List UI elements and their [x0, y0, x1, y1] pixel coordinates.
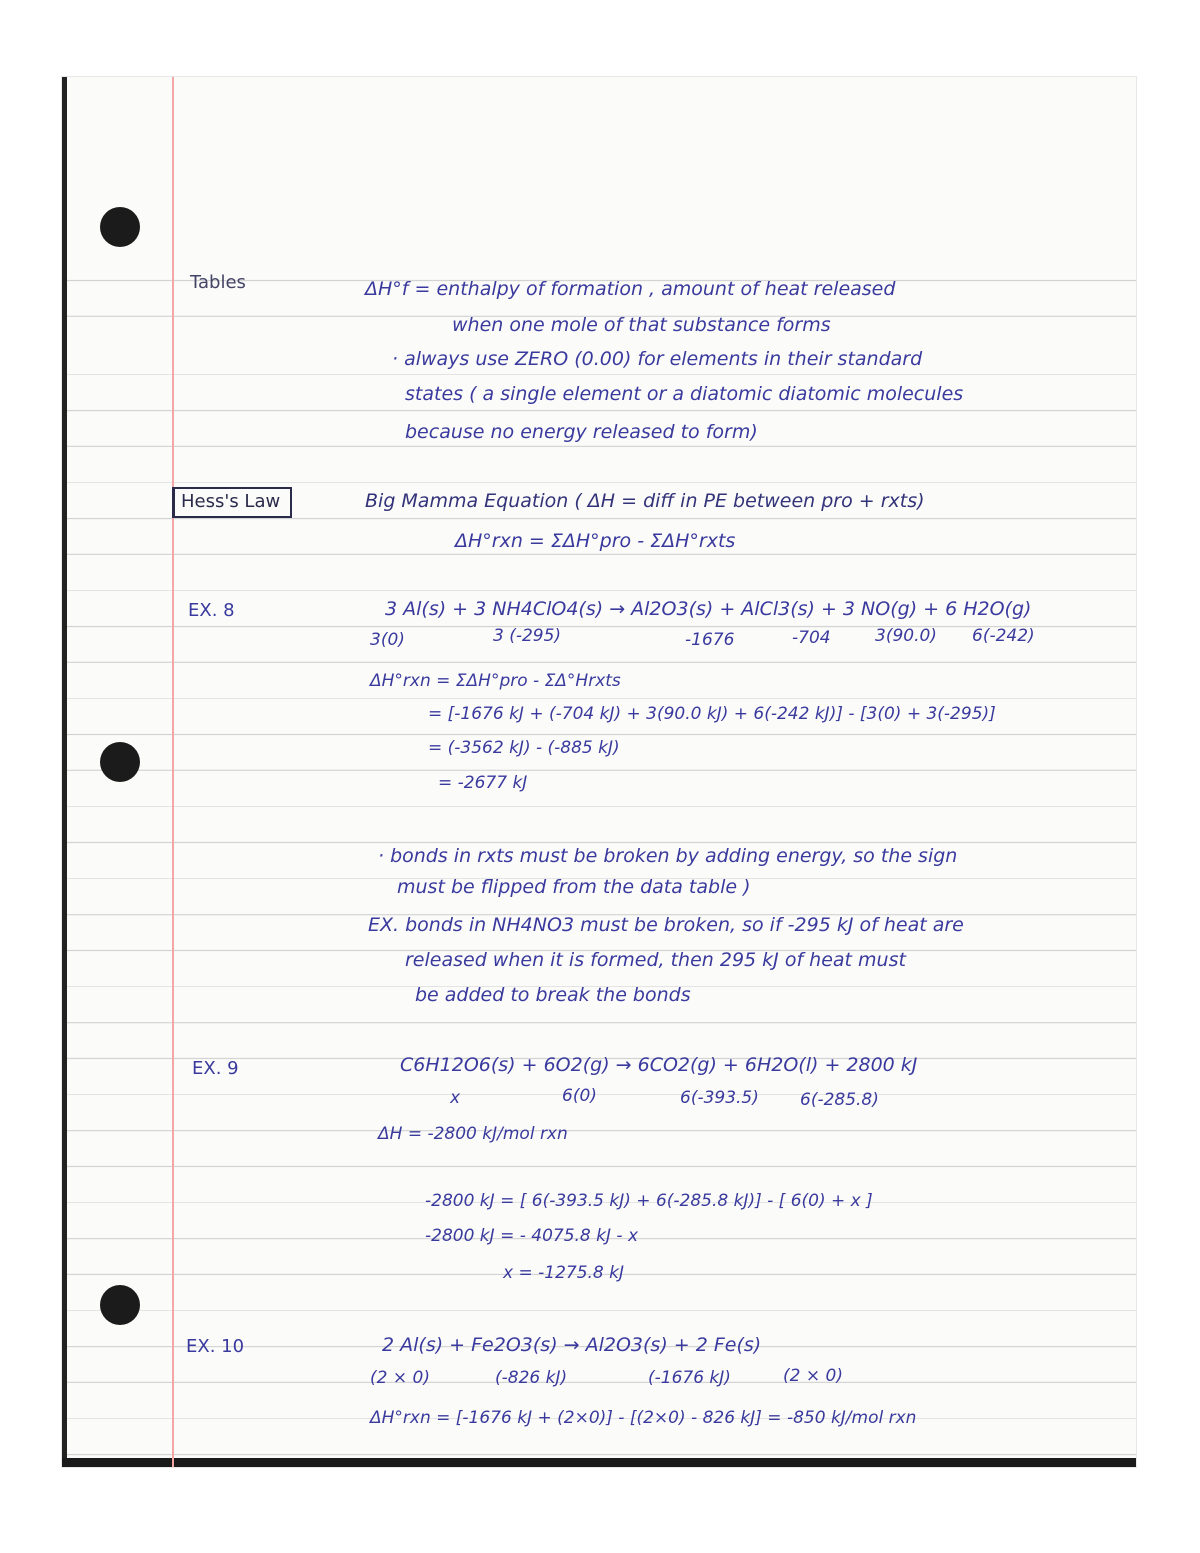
page-edge-bottom: [62, 1458, 1136, 1467]
ex8-value: -1676: [685, 630, 735, 650]
ex9-equation: C6H12O6(s) + 6O2(g) → 6CO2(g) + 6H2O(l) + 2800 kJ: [400, 1054, 918, 1076]
ex8-step-4: = -2677 kJ: [438, 773, 528, 793]
ex8-value: -704: [792, 628, 831, 648]
ex9-value: 6(-393.5): [680, 1088, 759, 1108]
ex8-value: 6(-242): [972, 626, 1035, 646]
tables-note-1: ΔH°f = enthalpy of formation , amount of heat released: [365, 278, 896, 300]
ex8-equation: 3 Al(s) + 3 NH4ClO4(s) → Al2O3(s) + AlCl3(s) + 3 NO(g) + 6 H2O(g): [385, 598, 1032, 620]
hess-equation: ΔH°rxn = ΣΔH°pro - ΣΔH°rxts: [455, 530, 736, 552]
tables-note-2: when one mole of that substance forms: [452, 314, 831, 336]
binder-hole-top: [100, 207, 140, 247]
ex10-value: (2 × 0): [783, 1366, 843, 1386]
ex9-step-3: x = -1275.8 kJ: [503, 1263, 624, 1283]
label-ex9: EX. 9: [192, 1058, 239, 1079]
ex9-step-2: -2800 kJ = - 4075.8 kJ - x: [425, 1226, 638, 1246]
ex9-value: 6(-285.8): [800, 1090, 879, 1110]
ex8-note-5: be added to break the bonds: [415, 984, 691, 1006]
ex8-value: 3(0): [370, 630, 405, 650]
tables-note-4: states ( a single element or a diatomic diatomic molecules: [405, 383, 964, 405]
ex8-note-4: released when it is formed, then 295 kJ of heat must: [405, 949, 906, 971]
ex9-dh: ΔH = -2800 kJ/mol rxn: [378, 1124, 568, 1144]
label-ex8: EX. 8: [188, 600, 235, 621]
ex8-step-3: = (-3562 kJ) - (-885 kJ): [428, 738, 620, 758]
ex9-value: 6(0): [562, 1086, 597, 1106]
ex10-equation: 2 Al(s) + Fe2O3(s) → Al2O3(s) + 2 Fe(s): [382, 1334, 762, 1356]
binder-hole-middle: [100, 742, 140, 782]
binder-hole-bottom: [100, 1285, 140, 1325]
label-tables: Tables: [190, 272, 246, 293]
ex9-step-1: -2800 kJ = [ 6(-393.5 kJ) + 6(-285.8 kJ)] - [ 6(0) + x ]: [425, 1191, 873, 1211]
ex8-note-1: · bonds in rxts must be broken by adding energy, so the sign: [378, 845, 958, 867]
hess-note-1: Big Mamma Equation ( ΔH = diff in PE between pro + rxts): [365, 490, 925, 512]
ex8-value: 3(90.0): [875, 626, 937, 646]
tables-note-3: · always use ZERO (0.00) for elements in their standard: [392, 348, 923, 370]
ex10-value: (2 × 0): [370, 1368, 430, 1388]
ex10-step: ΔH°rxn = [-1676 kJ + (2×0)] - [(2×0) - 826 kJ] = -850 kJ/mol rxn: [370, 1408, 917, 1428]
label-hess-law: Hess's Law: [172, 487, 292, 518]
top-margin: [62, 77, 1136, 259]
ex8-step-2: = [-1676 kJ + (-704 kJ) + 3(90.0 kJ) + 6(-242 kJ)] - [3(0) + 3(-295)]: [428, 704, 996, 724]
ex8-note-3: EX. bonds in NH4NO3 must be broken, so if -295 kJ of heat are: [368, 914, 964, 936]
ex9-value: x: [450, 1088, 461, 1108]
ex8-step-1: ΔH°rxn = ΣΔH°pro - ΣΔ°Hrxts: [370, 671, 621, 691]
ex10-value: (-1676 kJ): [648, 1368, 731, 1388]
margin-line: [172, 77, 174, 1467]
ex8-value: 3 (-295): [493, 626, 562, 646]
label-ex10: EX. 10: [186, 1336, 245, 1357]
page-edge-left: [62, 77, 67, 1467]
ex10-value: (-826 kJ): [495, 1368, 568, 1388]
ex8-note-2: must be flipped from the data table ): [397, 876, 751, 898]
tables-note-5: because no energy released to form): [405, 421, 758, 443]
